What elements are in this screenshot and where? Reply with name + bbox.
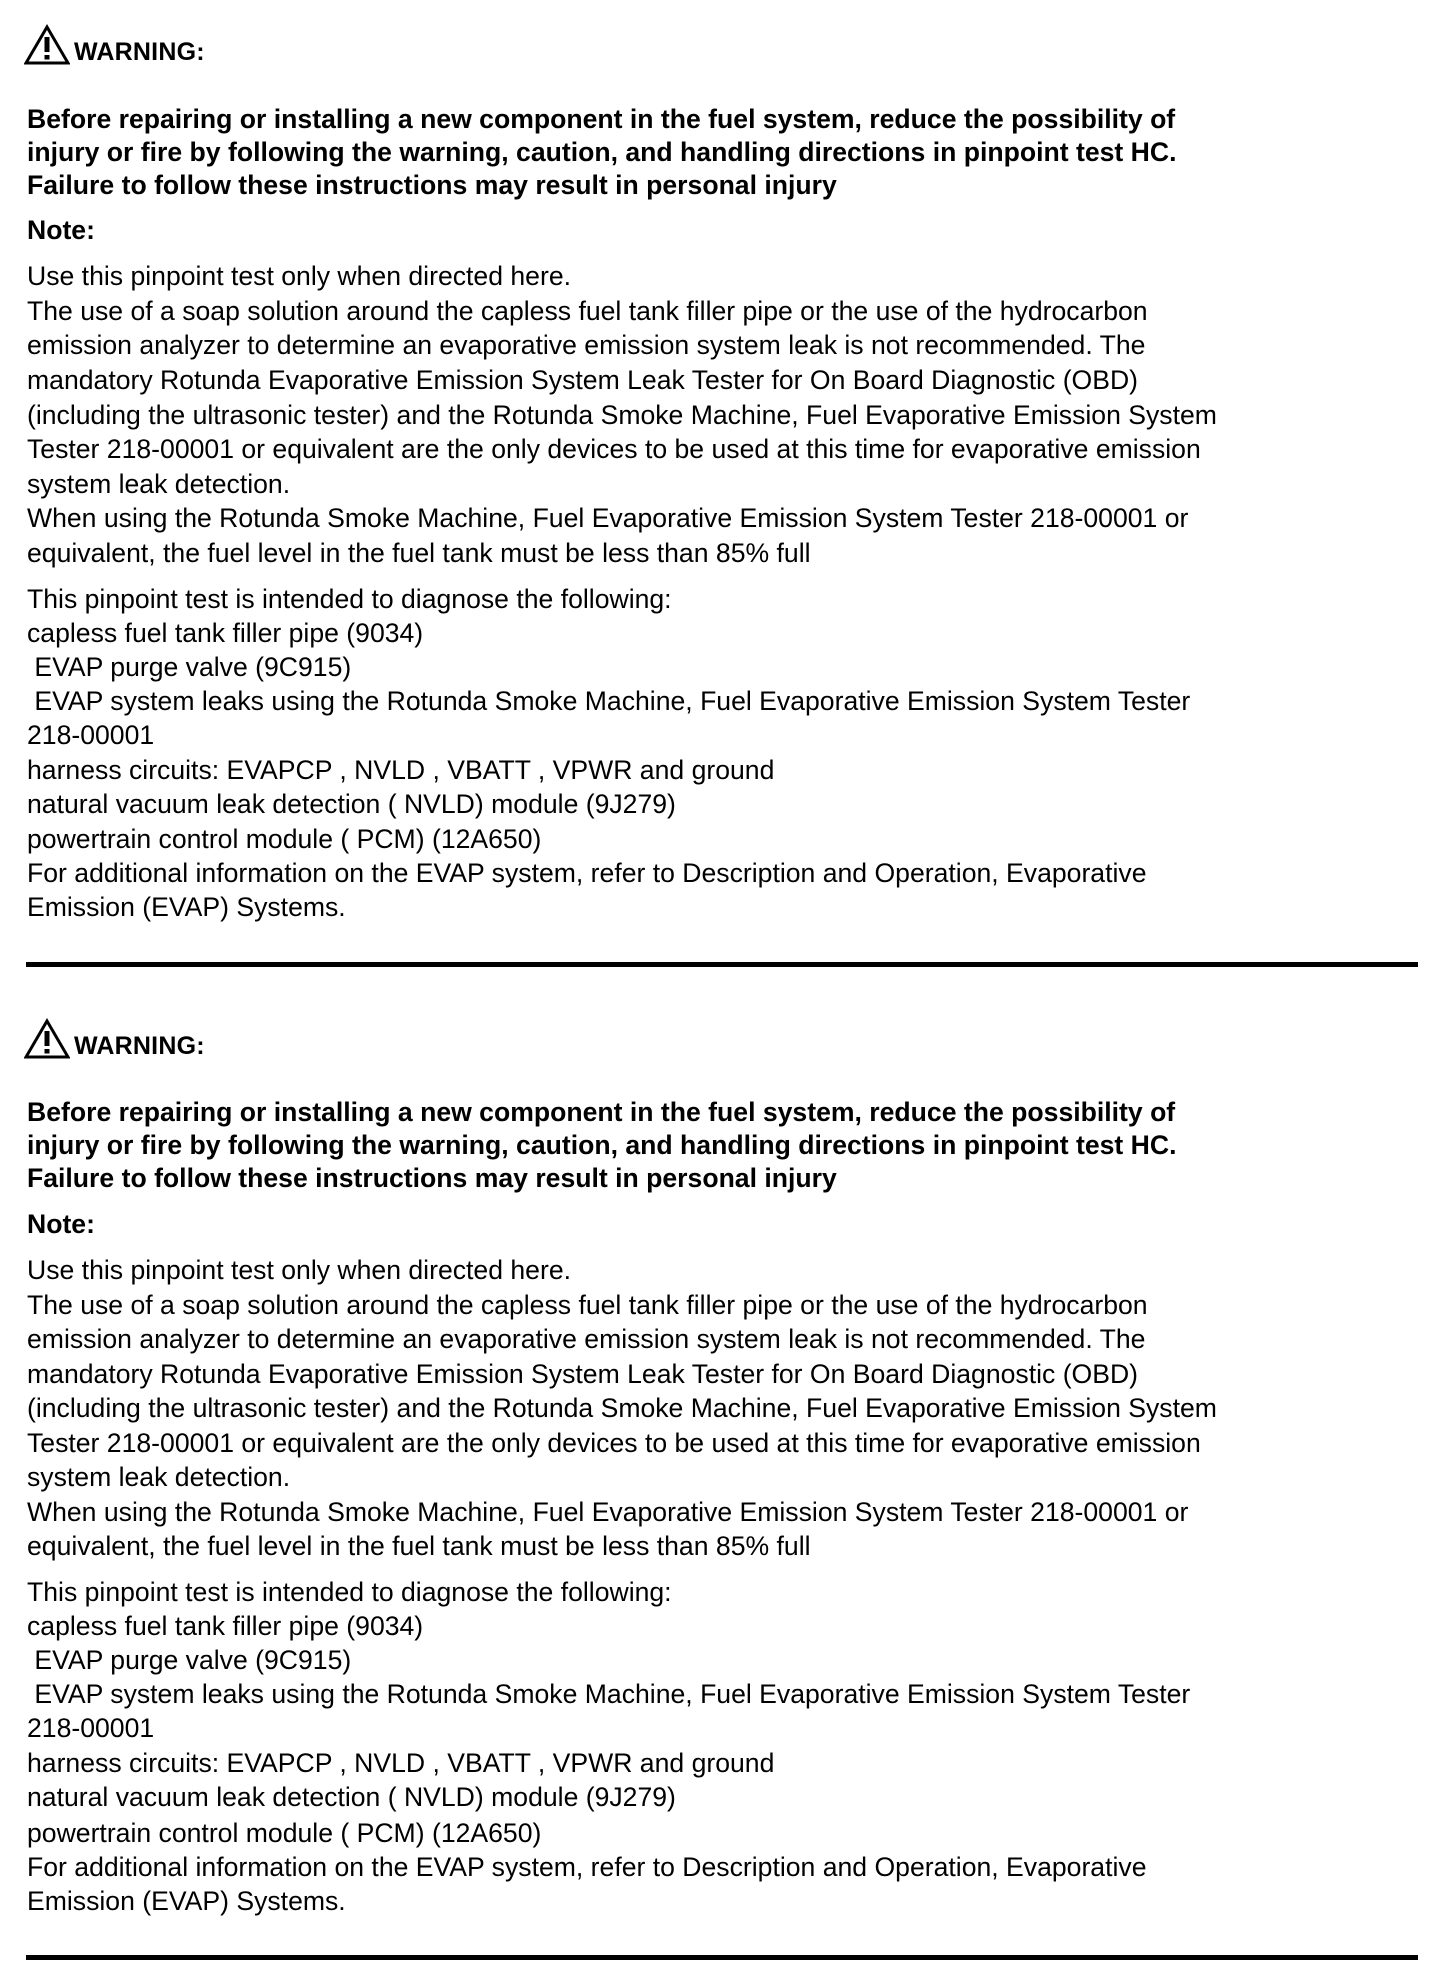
- note-text-line: system leak detection.: [27, 1462, 291, 1492]
- warning-text-line: injury or fire by following the warning, caution, and handling directions in pinpoint test HC.: [27, 1130, 1177, 1160]
- warning-header: [24, 1016, 205, 1060]
- note-text-line: Tester 218-00001 or equivalent are the only devices to be used at this time for evaporative emission: [27, 1428, 1201, 1458]
- diagnose-text-line: This pinpoint test is intended to diagnose the following:: [27, 584, 672, 614]
- note-text-line: (including the ultrasonic tester) and the Rotunda Smoke Machine, Fuel Evaporative Emission System: [27, 1393, 1217, 1423]
- note-text-line: Use this pinpoint test only when directed here.: [27, 1255, 572, 1285]
- warning-text-line: Before repairing or installing a new component in the fuel system, reduce the possibility of: [27, 1097, 1176, 1127]
- diagnose-text-line: powertrain control module ( PCM) (12A650): [27, 1818, 542, 1848]
- note-text-line: emission analyzer to determine an evaporative emission system leak is not recommended. The: [27, 330, 1146, 360]
- warning-text-line: Failure to follow these instructions may result in personal injury: [27, 1163, 837, 1193]
- warning-header: [24, 22, 205, 66]
- diagnose-text-line: natural vacuum leak detection ( NVLD) module (9J279): [27, 1782, 676, 1812]
- note-text-line: When using the Rotunda Smoke Machine, Fuel Evaporative Emission System Tester 218-00001 or: [27, 1497, 1189, 1527]
- note-text-line: emission analyzer to determine an evaporative emission system leak is not recommended. The: [27, 1324, 1146, 1354]
- warning-label: WARNING:: [74, 38, 205, 66]
- diagnose-text-line: powertrain control module ( PCM) (12A650): [27, 824, 542, 854]
- diagnose-text-line: This pinpoint test is intended to diagnose the following:: [27, 1577, 672, 1607]
- diagnose-text-line: capless fuel tank filler pipe (9034): [27, 618, 424, 648]
- section-divider: [26, 1955, 1418, 1960]
- note-label: Note:: [27, 1209, 95, 1239]
- note-text-line: mandatory Rotunda Evaporative Emission System Leak Tester for On Board Diagnostic (OBD): [27, 365, 1139, 395]
- diagnose-text-line: natural vacuum leak detection ( NVLD) module (9J279): [27, 789, 676, 819]
- diagnose-text-line: Emission (EVAP) Systems.: [27, 892, 346, 922]
- diagnose-text-line: 218-00001: [27, 1713, 155, 1743]
- diagnose-text-line: harness circuits: EVAPCP , NVLD , VBATT , VPWR and ground: [27, 755, 775, 785]
- note-text-line: The use of a soap solution around the capless fuel tank filler pipe or the use of the hydrocarbon: [27, 296, 1148, 326]
- warning-triangle-icon: [24, 24, 70, 66]
- note-text-line: mandatory Rotunda Evaporative Emission System Leak Tester for On Board Diagnostic (OBD): [27, 1359, 1139, 1389]
- warning-label: WARNING:: [74, 1032, 205, 1060]
- note-text-line: system leak detection.: [27, 469, 291, 499]
- diagnose-text-line: capless fuel tank filler pipe (9034): [27, 1611, 424, 1641]
- warning-triangle-icon: [24, 1018, 70, 1060]
- section-divider: [26, 962, 1418, 967]
- note-label: Note:: [27, 215, 95, 245]
- note-text-line: equivalent, the fuel level in the fuel tank must be less than 85% full: [27, 1531, 811, 1561]
- note-text-line: (including the ultrasonic tester) and the Rotunda Smoke Machine, Fuel Evaporative Emission System: [27, 400, 1217, 430]
- note-text-line: Use this pinpoint test only when directed here.: [27, 261, 572, 291]
- diagnose-text-line: Emission (EVAP) Systems.: [27, 1886, 346, 1916]
- warning-text-line: Failure to follow these instructions may result in personal injury: [27, 170, 837, 200]
- diagnose-text-line: EVAP purge valve (9C915): [27, 1645, 352, 1675]
- note-text-line: When using the Rotunda Smoke Machine, Fuel Evaporative Emission System Tester 218-00001 or: [27, 503, 1189, 533]
- note-text-line: equivalent, the fuel level in the fuel tank must be less than 85% full: [27, 538, 811, 568]
- diagnose-text-line: EVAP system leaks using the Rotunda Smoke Machine, Fuel Evaporative Emission System Tester: [27, 1679, 1191, 1709]
- note-text-line: Tester 218-00001 or equivalent are the only devices to be used at this time for evaporative emission: [27, 434, 1201, 464]
- note-text-line: The use of a soap solution around the capless fuel tank filler pipe or the use of the hydrocarbon: [27, 1290, 1148, 1320]
- warning-text-line: injury or fire by following the warning, caution, and handling directions in pinpoint test HC.: [27, 137, 1177, 167]
- diagnose-text-line: 218-00001: [27, 720, 155, 750]
- diagnose-text-line: EVAP purge valve (9C915): [27, 652, 352, 682]
- diagnose-text-line: For additional information on the EVAP system, refer to Description and Operation, Evaporative: [27, 858, 1147, 888]
- warning-text-line: Before repairing or installing a new component in the fuel system, reduce the possibility of: [27, 104, 1176, 134]
- diagnose-text-line: EVAP system leaks using the Rotunda Smoke Machine, Fuel Evaporative Emission System Tester: [27, 686, 1191, 716]
- diagnose-text-line: harness circuits: EVAPCP , NVLD , VBATT , VPWR and ground: [27, 1748, 775, 1778]
- diagnose-text-line: For additional information on the EVAP system, refer to Description and Operation, Evaporative: [27, 1852, 1147, 1882]
